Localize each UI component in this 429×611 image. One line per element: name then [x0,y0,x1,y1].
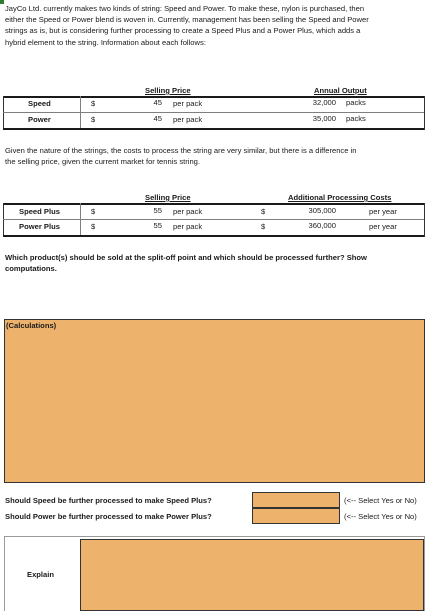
active-cell-marker [0,0,4,4]
processing-cost[interactable]: 360,000 [308,221,336,230]
question-paragraph [5,252,425,274]
currency-symbol: $ [91,99,96,108]
intro-line: hybrid element to the string. Information about each follows: [5,37,206,47]
row-divider [3,219,424,220]
table-right-border [424,203,425,237]
row-divider [3,112,424,113]
processed-product-table [0,193,429,238]
currency-symbol: $ [91,115,96,124]
column-divider [80,203,81,237]
product-name: Speed Plus [19,207,60,216]
table-top-border [3,203,424,205]
cost-unit: per year [369,207,397,216]
annual-output-header: Annual Output [314,86,367,95]
product-name: Power Plus [19,222,60,231]
selling-price[interactable]: 55 [153,206,162,215]
price-unit: per pack [173,99,203,108]
intro-line: JayCo Ltd. currently makes two kinds of string: Speed and Power. To make these, nylon is purchased, then [5,4,365,13]
product-table [0,86,429,131]
table-left-border [3,203,4,237]
intro-line: either the Speed or Power blend is woven in. Currently, management has been selling the Speed and Power [5,15,369,25]
output-unit: packs [346,114,366,123]
intro-line: strings as is, but is considering further processing to create a Speed Plus and a Power Plus, which adds a [5,26,361,36]
processing-costs-header: Additional Processing Costs [288,193,392,202]
power-decision-input[interactable] [252,508,340,524]
question-line: computations. [5,264,57,274]
nature-line: Given the nature of the strings, the costs to process the string are very similar, but there is a difference in [5,146,357,155]
annual-output[interactable]: 32,000 [312,98,336,107]
table-right-border [424,96,425,130]
price-unit: per pack [173,222,203,231]
calculations-label: (Calculations) [6,321,57,330]
table-bottom-border [3,128,424,130]
price-unit: per pack [173,115,203,124]
product-name: Speed [28,99,51,108]
selling-price[interactable]: 45 [153,114,162,123]
nature-paragraph [5,145,425,167]
nature-line: the selling price, given the current market for tennis string. [5,157,200,167]
speed-decision-input[interactable] [252,492,340,508]
column-divider [80,96,81,130]
decision-question-speed: Should Speed be further processed to make Speed Plus? [5,496,212,505]
output-unit: packs [346,98,366,107]
explain-label: Explain [27,570,55,579]
table-bottom-border [3,235,424,237]
selling-price[interactable]: 45 [153,98,162,107]
product-name: Power [28,115,51,124]
explain-input[interactable] [80,539,424,611]
calculations-area[interactable] [4,319,425,483]
selling-price[interactable]: 55 [153,221,162,230]
select-hint: (<-- Select Yes or No) [344,512,417,521]
processing-cost[interactable]: 305,000 [308,206,336,215]
question-line: Which product(s) should be sold at the split-off point and which should be processed further? Show [5,253,367,262]
intro-paragraph [5,3,425,48]
table-left-border [3,96,4,130]
currency-symbol: $ [91,222,96,231]
annual-output[interactable]: 35,000 [312,114,336,123]
price-unit: per pack [173,207,203,216]
selling-price-header: Selling Price [145,86,191,95]
cost-unit: per year [369,222,397,231]
decision-question-power: Should Power be further processed to make Power Plus? [5,512,212,521]
currency-symbol: $ [91,207,96,216]
currency-symbol: $ [261,222,266,231]
select-hint: (<-- Select Yes or No) [344,496,417,505]
currency-symbol: $ [261,207,266,216]
selling-price-header: Selling Price [145,193,191,202]
